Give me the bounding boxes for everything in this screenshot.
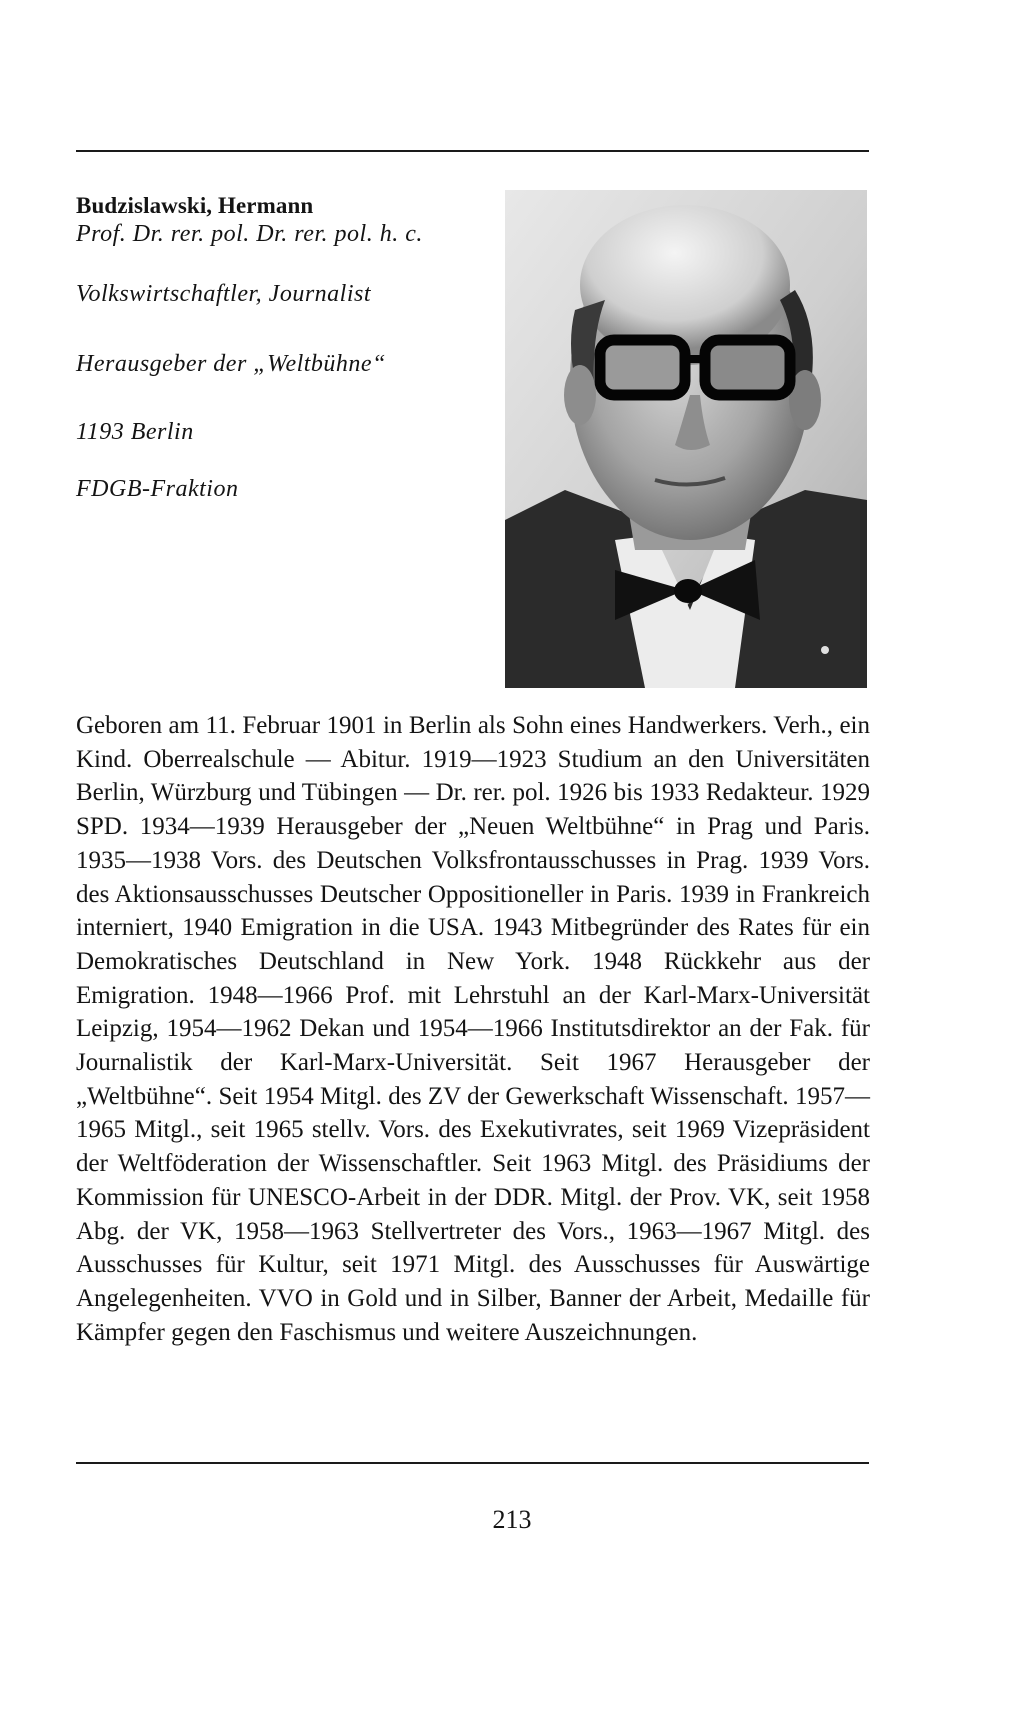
location: 1193 Berlin xyxy=(76,419,194,445)
top-divider xyxy=(76,150,869,152)
profession: Volkswirtschaftler, Journalist xyxy=(76,281,372,307)
entry-header xyxy=(76,192,496,248)
academic-title: Prof. Dr. rer. pol. Dr. rer. pol. h. c. xyxy=(76,221,423,247)
portrait-photo xyxy=(505,190,867,688)
biography-text: Geboren am 11. Februar 1901 in Berlin als Sohn eines Handwerkers. Verh., ein Kind. Oberrealschule — Abitur. 1919—1923 Studium an den Universitäten Berlin, Würzburg und Tübingen — Dr. rer. pol. 1926 bis 1933 Redakteur. 1929 SPD. 1934—1939 Herausgeber der „Neuen Weltbühne“ in Prag und Paris. 1935—1938 Vors. des Deutschen Volksfrontausschusses in Prag. 1939 Vors. des Aktionsausschusses Deutscher Oppositioneller in Paris. 1939 in Frankreich interniert, 1940 Emigration in die USA. 1943 Mitbegründer des Rates für ein Demokratisches Deutschland in New York. 1948 Rückkehr aus der Emigration. 1948—1966 Prof. mit Lehrstuhl an der Karl-Marx-Universität Leipzig, 1954—1962 Dekan und 1954—1966 Institutsdirektor an der Fak. für Journalistik der Karl-Marx-Universität. Seit 1967 Herausgeber der „Weltbühne“. Seit 1954 Mitgl. des ZV der Gewerkschaft Wissenschaft. 1957—1965 Mitgl., seit 1965 stellv. Vors. des Exekutivrates, seit 1969 Vizepräsident der Weltföderation der Wissenschaftler. Seit 1963 Mitgl. des Präsidiums der Kommission für UNESCO-Arbeit in der DDR. Mitgl. der Prov. VK, seit 1958 Abg. der VK, 1958—1963 Stellvertreter des Vors., 1963—1967 Mitgl. des Ausschusses für Kultur, seit 1971 Mitgl. des Ausschusses für Auswärtige Angelegenheiten. VVO in Gold und in Silber, Banner der Arbeit, Medaille für Kämpfer gegen den Faschismus und weitere Auszeichnungen. xyxy=(76,712,870,1346)
bottom-divider xyxy=(76,1462,869,1464)
person-name: Budzislawski, Hermann xyxy=(76,193,314,218)
position: Herausgeber der „Weltbühne“ xyxy=(76,351,386,377)
fraction: FDGB-Fraktion xyxy=(76,476,239,502)
page-number: 213 xyxy=(492,1505,532,1534)
